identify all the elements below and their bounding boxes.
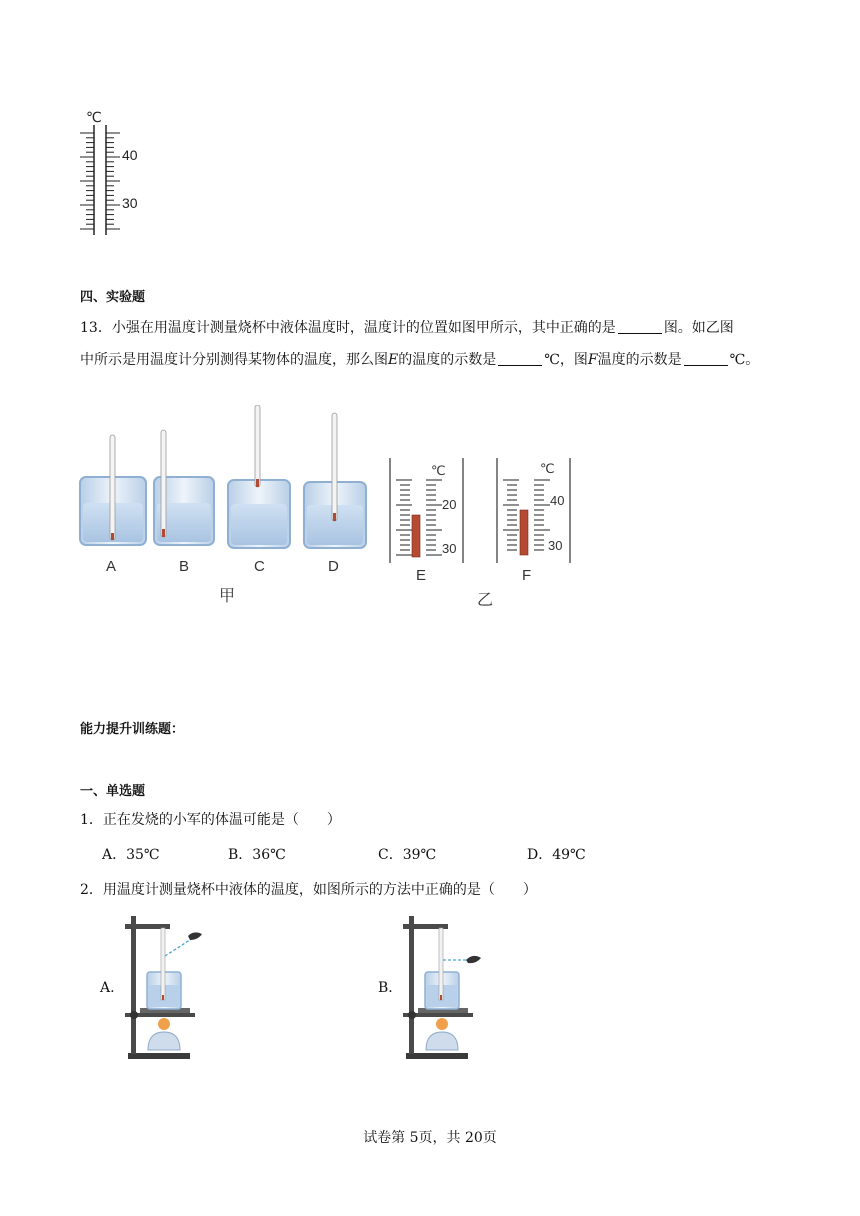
top-thermometer-label-40: 40 bbox=[122, 147, 138, 163]
q1-option-d[interactable]: D．49℃ bbox=[527, 847, 586, 863]
thermometer-f-label-30: 30 bbox=[548, 538, 563, 553]
advanced-heading: 能力提升训练题： bbox=[80, 722, 185, 737]
q13-line2 bbox=[80, 350, 759, 370]
q13-text-a: 13．小强在用温度计测量烧杯中液体温度时，温度计的位置如图甲所示，其中正确的是 bbox=[80, 320, 616, 336]
beaker-a bbox=[80, 435, 146, 545]
q13-blank-1 bbox=[618, 319, 662, 334]
q13-text-f: 温度的示数是 bbox=[597, 352, 682, 368]
q13-italic-e: E bbox=[388, 352, 399, 368]
thermometer-e-label-30: 30 bbox=[442, 541, 457, 556]
q13-text-c: 中所示是用温度计分别测得某物体的温度，那么图 bbox=[80, 352, 388, 368]
thermometer-f bbox=[497, 458, 570, 584]
q13-line1 bbox=[80, 318, 734, 338]
q13-italic-f: F bbox=[587, 352, 598, 368]
q2-option-a-label[interactable]: A. bbox=[100, 980, 115, 996]
thermometer-e-label-20: 20 bbox=[442, 497, 457, 512]
q1-option-c[interactable]: C．39℃ bbox=[378, 847, 437, 863]
q13-text-e: ℃，图 bbox=[544, 352, 588, 368]
beaker-label-c: C bbox=[254, 558, 265, 575]
apparatus-b[interactable] bbox=[398, 910, 498, 1062]
thermometer-f-unit: ℃ bbox=[540, 461, 555, 476]
q13-text-b: 图。如乙图 bbox=[663, 320, 734, 336]
q1-option-b[interactable]: B．36℃ bbox=[228, 847, 286, 863]
q13-text-g: ℃。 bbox=[729, 352, 760, 368]
beaker-label-a: A bbox=[106, 558, 117, 575]
thermometer-e-letter: E bbox=[416, 567, 427, 584]
q13-blank-3 bbox=[684, 351, 728, 366]
beaker-label-b: B bbox=[179, 558, 190, 575]
eye-icon bbox=[188, 932, 202, 940]
apparatus-a[interactable] bbox=[120, 910, 220, 1062]
figure-caption-jia: 甲 bbox=[219, 588, 236, 605]
q2-stem: 2．用温度计测量烧杯中液体的温度，如图所示的方法中正确的是（ ） bbox=[80, 882, 537, 898]
beaker-d bbox=[304, 413, 366, 548]
q13-text-d: 的温度的示数是 bbox=[398, 352, 497, 368]
top-thermometer-figure bbox=[72, 105, 162, 240]
q13-blank-2 bbox=[498, 351, 542, 366]
q1-option-a[interactable]: A．35℃ bbox=[102, 847, 160, 863]
beaker-c bbox=[228, 405, 290, 548]
q1-stem: 1．正在发烧的小军的体温可能是（ ） bbox=[80, 812, 341, 828]
q2-option-b-label[interactable]: B. bbox=[378, 980, 393, 996]
section-heading-single-choice: 一、单选题 bbox=[80, 784, 146, 799]
top-thermometer-unit: ℃ bbox=[86, 109, 102, 125]
beaker-label-d: D bbox=[328, 558, 339, 575]
eye-icon bbox=[466, 956, 481, 963]
thermometer-f-label-40: 40 bbox=[550, 493, 565, 508]
top-thermometer-label-30: 30 bbox=[122, 195, 138, 211]
page-footer: 试卷第 5页，共 20页 bbox=[363, 1130, 497, 1146]
beaker-b bbox=[154, 430, 214, 545]
thermometer-e-unit: ℃ bbox=[431, 463, 446, 478]
thermometer-f-letter: F bbox=[522, 567, 532, 584]
q13-figure bbox=[70, 405, 590, 610]
figure-caption-yi: 乙 bbox=[477, 592, 494, 609]
section-heading-experiment: 四、实验题 bbox=[80, 290, 146, 305]
thermometer-e bbox=[390, 458, 463, 584]
